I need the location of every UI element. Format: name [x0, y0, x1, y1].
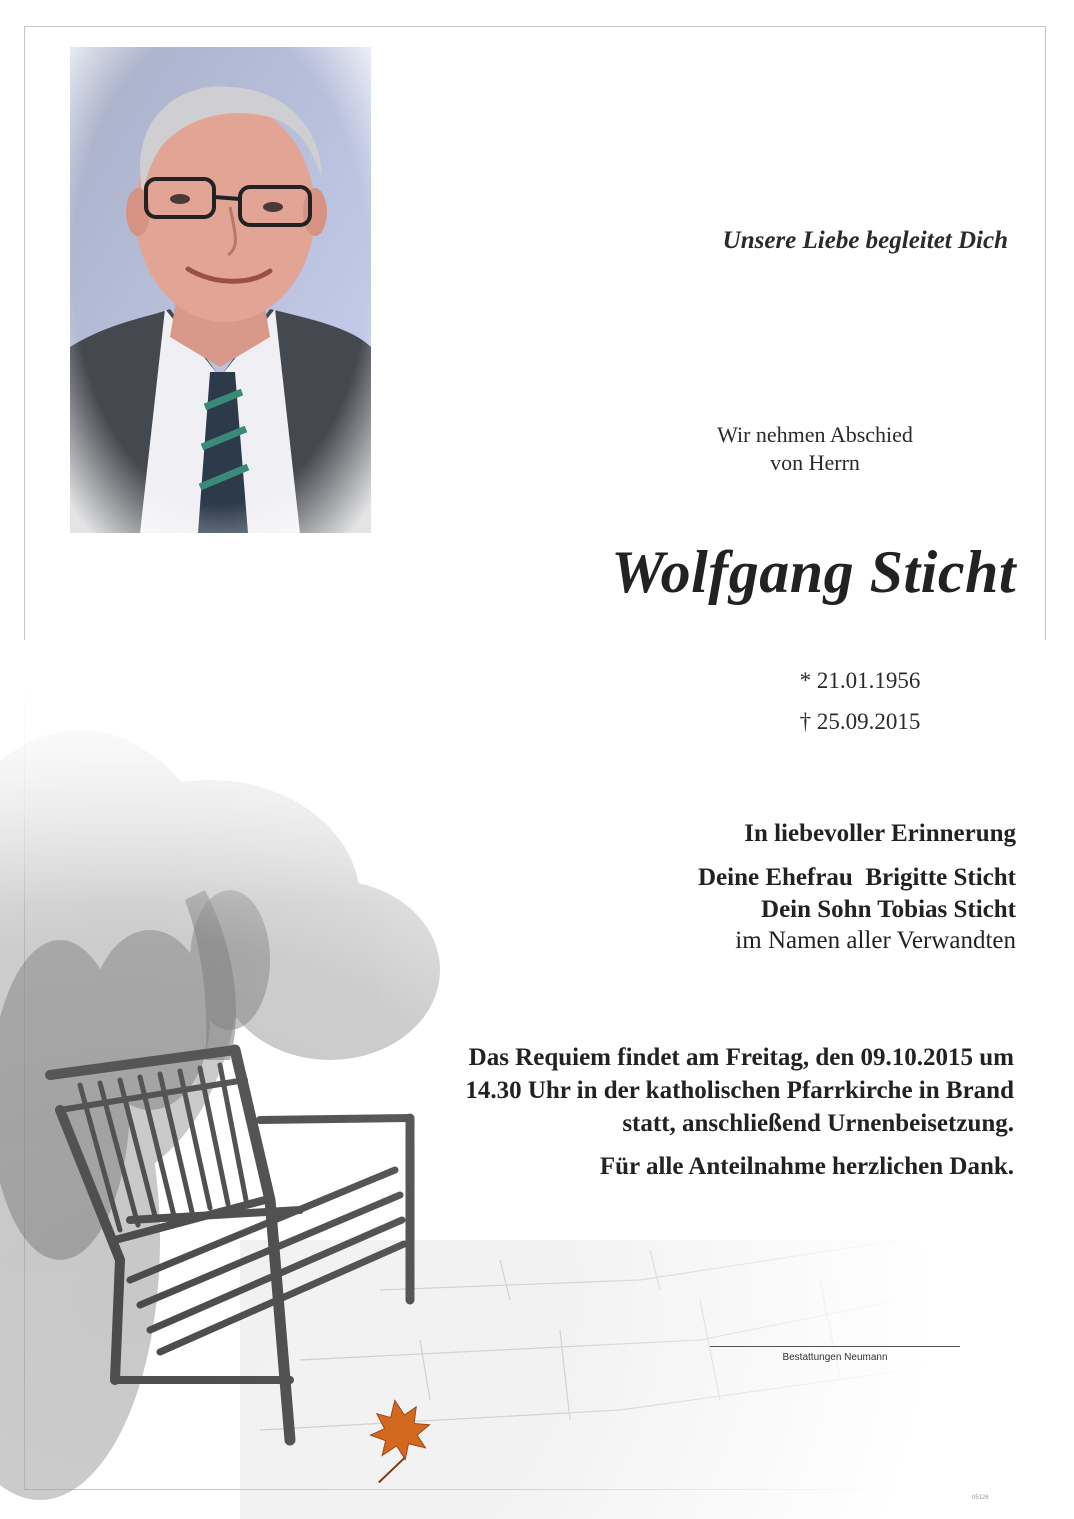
- death-date: † 25.09.2015: [799, 709, 921, 734]
- intro-line: Wir nehmen Abschied: [717, 422, 913, 447]
- undertaker-name: Bestattungen Neumann: [782, 1352, 888, 1363]
- service-line: statt, anschließend Urnenbeisetzung.: [622, 1110, 1014, 1137]
- service-announcement: [354, 1041, 1014, 1183]
- relatives-line: im Namen aller Verwandten: [735, 927, 1016, 954]
- remembrance-line: In liebevoller Erinnerung: [744, 820, 1016, 847]
- mourners-block: [698, 818, 1016, 956]
- wife-line: Deine Ehefrau Brigitte Sticht: [697, 864, 1016, 891]
- portrait-photo: [70, 47, 371, 533]
- signature-rule: [710, 1346, 960, 1347]
- life-dates: [760, 660, 960, 742]
- print-code: 05126: [972, 1495, 989, 1501]
- thanks-line: Für alle Anteilnahme herzlichen Dank.: [599, 1153, 1014, 1180]
- service-line: 14.30 Uhr in der katholischen Pfarrkirche in Brand: [465, 1077, 1014, 1104]
- deceased-name: Wolfgang Sticht: [611, 539, 1016, 605]
- son-line: Dein Sohn Tobias Sticht: [761, 896, 1016, 923]
- service-line: Das Requiem findet am Freitag, den 09.10.2015 um: [468, 1044, 1014, 1071]
- farewell-intro: [640, 421, 990, 477]
- intro-line: von Herrn: [770, 450, 860, 475]
- birth-date: * 21.01.1956: [799, 668, 921, 693]
- motto: Unsere Liebe begleitet Dich: [722, 227, 1008, 254]
